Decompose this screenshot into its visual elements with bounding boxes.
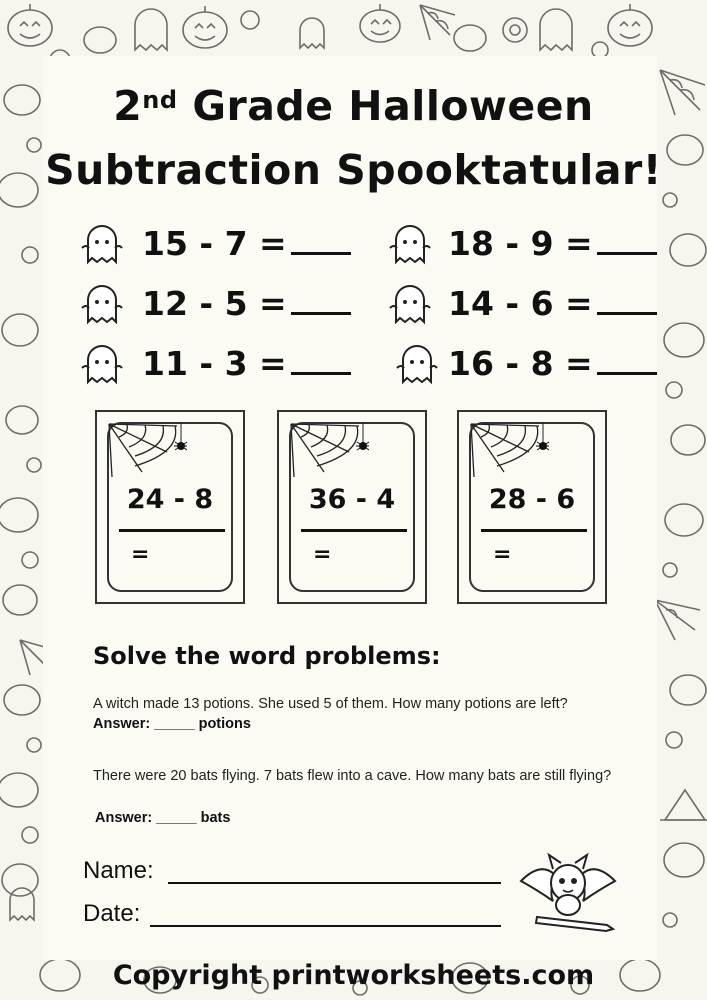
copyright-footer: Copyright printworksheets.com	[112, 960, 595, 991]
card-problem: 36 - 4	[308, 484, 396, 515]
spider-web-icon	[469, 422, 549, 482]
card-equals[interactable]: =	[313, 542, 332, 567]
problem-card-2	[277, 410, 427, 604]
bat-icon	[513, 843, 623, 935]
answer-blank[interactable]	[597, 228, 657, 255]
date-field[interactable]	[83, 900, 140, 928]
equation-2: 18 - 9 =	[448, 224, 657, 263]
card-equals[interactable]: =	[131, 542, 150, 567]
name-field[interactable]	[83, 857, 154, 885]
name-label: Name:	[83, 857, 154, 884]
answer-blank[interactable]	[291, 348, 351, 375]
equation-6: 16 - 8 =	[448, 344, 657, 383]
ghost-icon	[395, 342, 439, 386]
date-input-line[interactable]	[150, 925, 501, 927]
word-problem-2-answer[interactable]: Answer: _____ bats	[95, 810, 231, 826]
ghost-icon	[135, 9, 572, 50]
page-title-line-1: 2nd Grade Halloween	[113, 82, 594, 130]
answer-blank[interactable]	[291, 288, 351, 315]
card-equals[interactable]: =	[493, 542, 512, 567]
word-problem-1: A witch made 13 potions. She used 5 of them. How many potions are left?	[93, 696, 568, 712]
equation-1: 15 - 7 =	[142, 224, 351, 263]
spider-web-icon	[289, 422, 369, 482]
name-input-line[interactable]	[168, 882, 501, 884]
page-title-line-2: Subtraction Spooktatular!	[45, 146, 662, 194]
ghost-icon	[80, 222, 124, 266]
equation-4: 14 - 6 =	[448, 284, 657, 323]
ghost-icon	[388, 282, 432, 326]
answer-blank[interactable]	[597, 288, 657, 315]
card-problem: 24 - 8	[126, 484, 214, 515]
equation-5: 11 - 3 =	[142, 344, 351, 383]
ghost-icon	[80, 282, 124, 326]
problem-card-3	[457, 410, 607, 604]
ghost-icon	[388, 222, 432, 266]
answer-blank[interactable]	[291, 228, 351, 255]
ghost-icon	[80, 342, 124, 386]
answer-blank[interactable]	[597, 348, 657, 375]
spider-web-icon	[107, 422, 187, 482]
date-label: Date:	[83, 900, 141, 927]
word-problem-1-answer[interactable]: Answer: _____ potions	[93, 716, 251, 732]
problem-card-1	[95, 410, 245, 604]
word-problem-2: There were 20 bats flying. 7 bats flew into a cave. How many bats are still flying?	[93, 768, 612, 784]
card-problem: 28 - 6	[488, 484, 576, 515]
word-problems-heading: Solve the word problems:	[93, 642, 441, 670]
equation-3: 12 - 5 =	[142, 284, 351, 323]
